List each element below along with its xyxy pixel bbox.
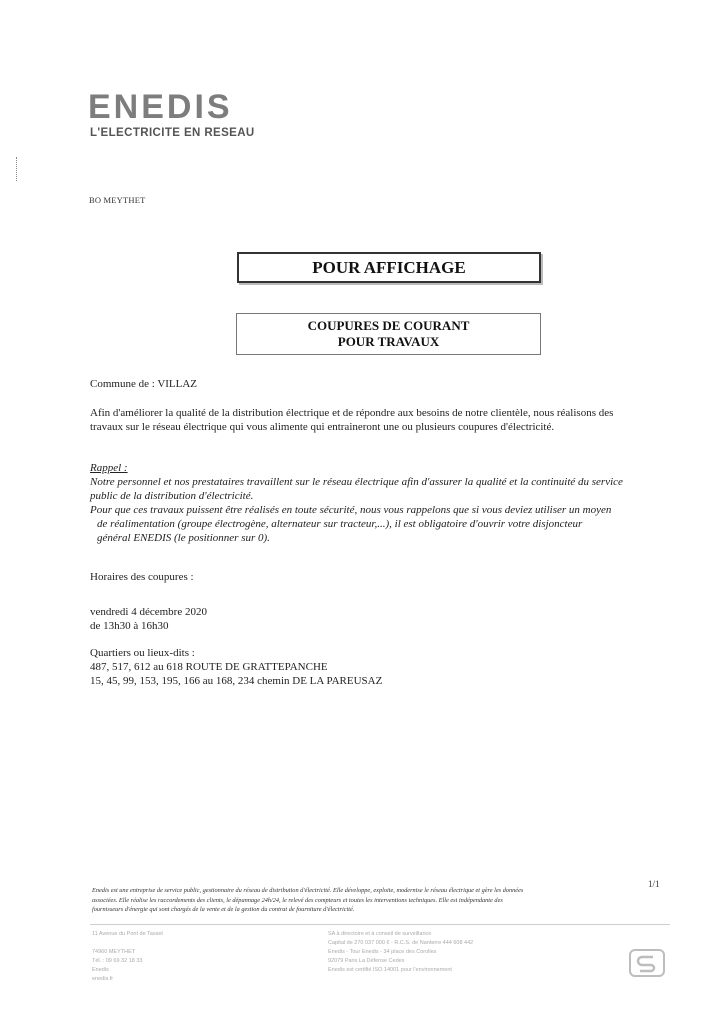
footer-mid-line: Capital de 270 037 000 € - R.C.S. de Nanterre 444 608 442	[328, 940, 474, 946]
legal-notice	[92, 886, 667, 915]
page-number: 1/1	[648, 879, 660, 889]
title-box	[237, 252, 541, 283]
rappel-section	[90, 461, 685, 545]
intro-paragraph	[90, 406, 680, 434]
logo-tagline: L'ELECTRICITE EN RESEAU	[90, 127, 255, 139]
schedule	[90, 605, 207, 633]
sender-label: BO MEYTHET	[89, 195, 146, 205]
footer-mid-line: Enedis - Tour Enedis - 34 place des Corolles	[328, 949, 437, 955]
cut-time: de 13h30 à 16h30	[90, 620, 169, 632]
legal-line: Enedis est une entreprise de service public, gestionnaire du réseau de distribution d'électricité. Elle développe, exploite, modernise le réseau électrique et gère les données	[92, 887, 524, 894]
footer-address	[92, 930, 163, 984]
rappel-line: Notre personnel et nos prestataires travaillent sur le réseau électrique afin d'assurer la qualité et la continuité du service	[90, 476, 623, 488]
cut-date: vendredi 4 décembre 2020	[90, 606, 207, 618]
rappel-line: public de la distribution d'électricité.	[90, 490, 254, 502]
intro-line: travaux sur le réseau électrique qui vous alimente qui entraineront une ou plusieurs coupures d'électricité.	[90, 421, 555, 433]
footer-left-line: enedis.fr	[92, 976, 114, 982]
legal-line: associées. Elle réalise les raccordements des clients, le dépannage 24h/24, le relevé des compteurs et toutes les interventions techniques. Elle est indépendante des	[92, 896, 503, 904]
subtitle-box	[236, 313, 541, 355]
rappel-heading: Rappel :	[90, 462, 128, 474]
footer-left-line: 74960 MEYTHET	[92, 949, 136, 955]
footer-logo-icon	[629, 949, 665, 977]
footer-mid-line: 92079 Paris La Défense Cedex	[328, 958, 405, 964]
footer-left-line: Tél. : 09 69 32 18 33	[92, 958, 143, 964]
horaires-label: Horaires des coupures :	[90, 571, 194, 583]
footer-left-line: Enedis	[92, 967, 109, 973]
quartiers-label: Quartiers ou lieux-dits :	[90, 647, 195, 659]
footer-left-line	[92, 939, 163, 948]
rappel-line: Pour que ces travaux puissent être réalisés en toute sécurité, nous vous rappelons que si vous deviez utiliser un moyen	[90, 504, 612, 516]
legal-line: fournisseurs d'énergie qui sont chargés de la vente et de la gestion du contrat de fourniture d'électricité.	[92, 906, 355, 913]
quartiers-section	[90, 646, 382, 688]
quartiers-line: 487, 517, 612 au 618 ROUTE DE GRATTEPANCHE	[90, 661, 328, 673]
quartiers-line: 15, 45, 99, 153, 195, 166 au 168, 234 chemin DE LA PAREUSAZ	[90, 675, 383, 687]
footer-company-info	[328, 930, 473, 975]
intro-line: Afin d'améliorer la qualité de la distribution électrique et de répondre aux besoins de notre clientèle, nous réalisons des	[90, 407, 614, 419]
rappel-line: général ENEDIS (le positionner sur 0).	[97, 532, 270, 544]
logo-wordmark: ENEDIS	[88, 88, 233, 126]
subtitle-line-2: POUR TRAVAUX	[337, 334, 440, 349]
rappel-line: de réalimentation (groupe électrogène, alternateur sur tracteur,...), il est obligatoire d'ouvrir votre disjoncteur	[97, 518, 583, 530]
commune-line: Commune de : VILLAZ	[90, 378, 198, 390]
enedis-logo	[88, 90, 233, 124]
margin-mark	[16, 157, 21, 181]
subtitle-line-1: COUPURES DE COURANT	[307, 318, 470, 333]
footer-left-line: 11 Avenue du Pont de Tasset	[92, 931, 163, 937]
footer-divider	[90, 924, 670, 925]
page-title: POUR AFFICHAGE	[312, 258, 466, 277]
footer-mid-line: SA à directoire et à conseil de surveillance	[328, 931, 432, 937]
footer-mid-line: Enedis est certifié ISO 14001 pour l'environnement	[328, 967, 452, 973]
